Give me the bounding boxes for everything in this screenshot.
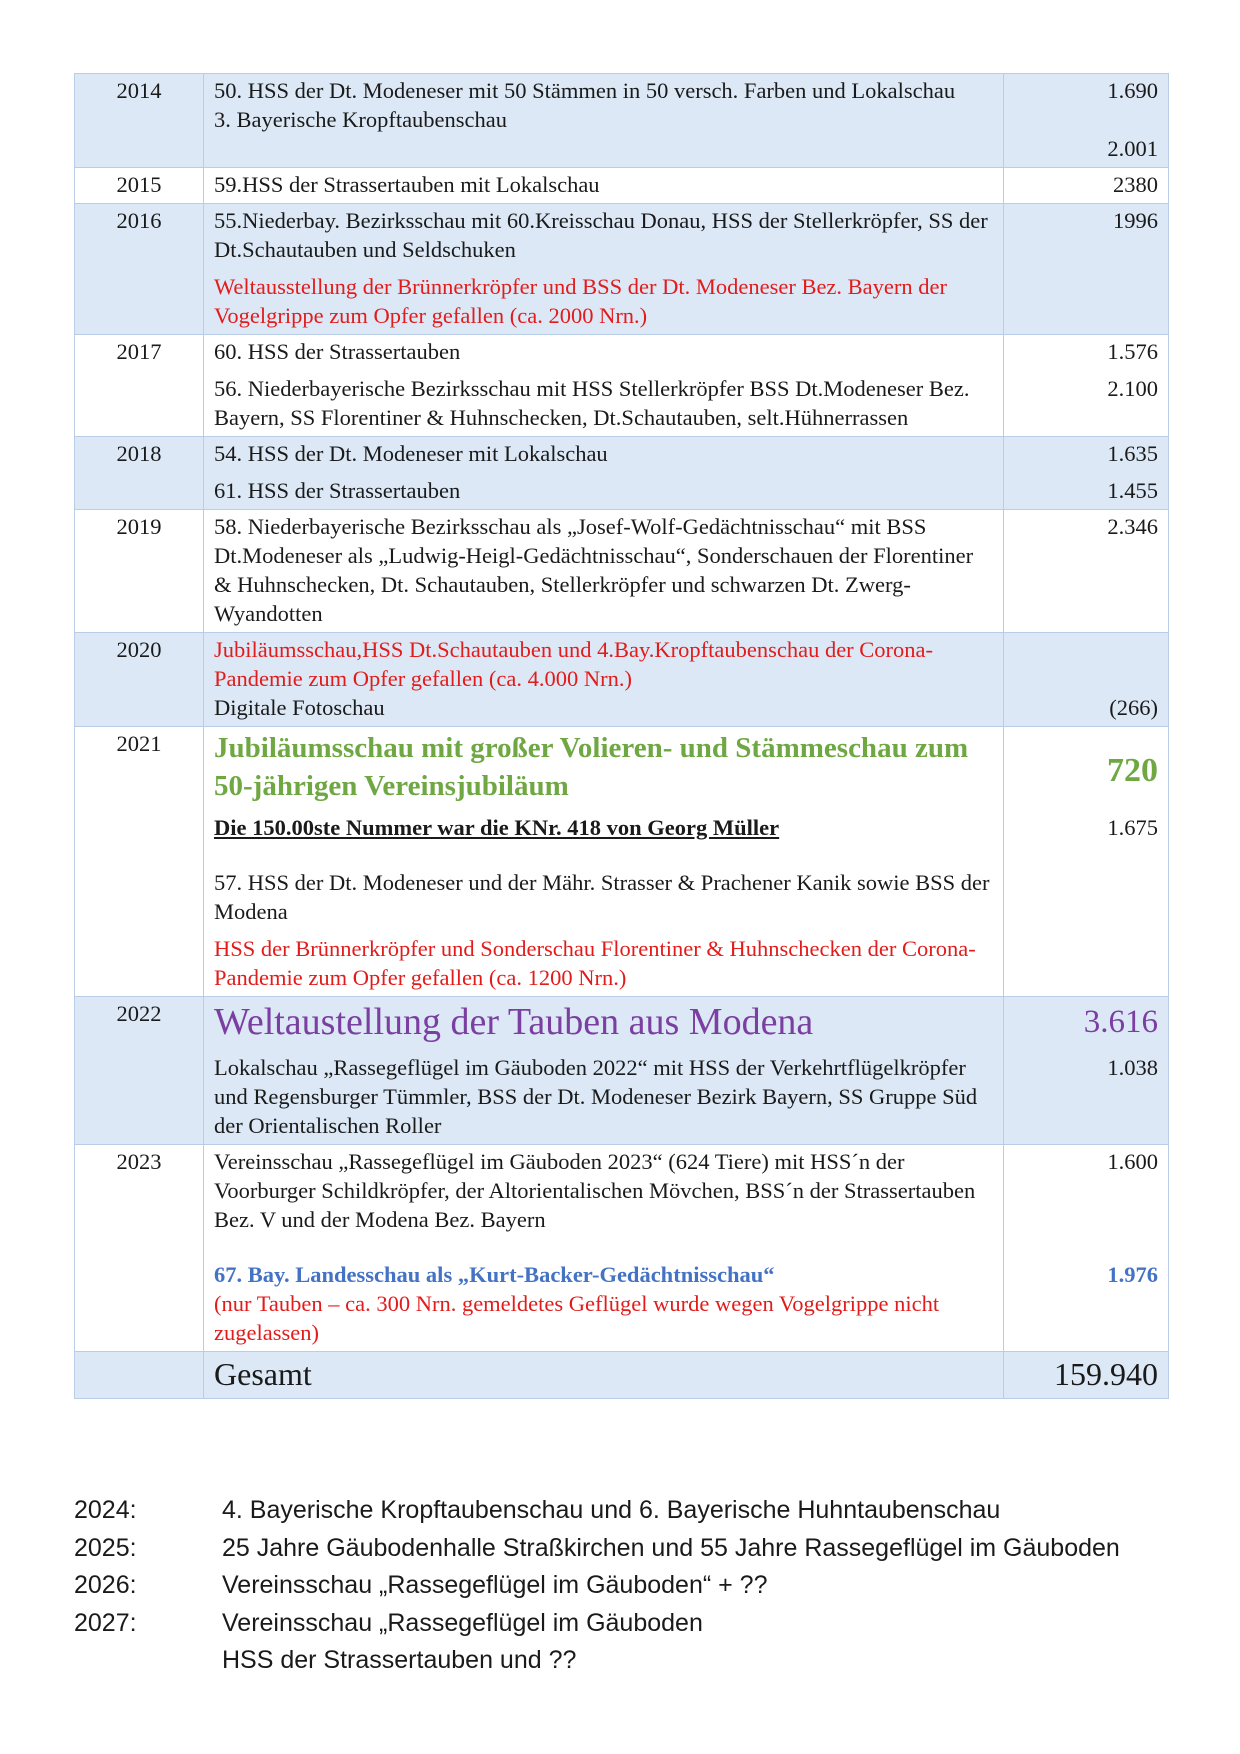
outlook-year: 2024: (74, 1496, 137, 1524)
count-cell: 720 1.675 (1004, 727, 1169, 997)
description-cell: 59.HSS der Strassertauben mit Lokalschau (204, 168, 1004, 204)
cancelled-note: HSS der Brünnerkröpfer und Sonderschau Florentiner & Huhnschecken der Corona-Pandemie zum Opfer gefallen (ca. 1200 Nrn.) (214, 936, 976, 990)
year-cell: 2021 (75, 727, 204, 997)
year-cell: 2017 (75, 335, 204, 437)
outlook-text: 4. Bayerische Kropftaubenschau und 6. Bayerische Huhntaubenschau (222, 1496, 1001, 1524)
chronicle-table (74, 73, 1169, 1399)
description-cell: 54. HSS der Dt. Modeneser mit Lokalschau 61. HSS der Strassertauben (204, 437, 1004, 510)
year-cell: 2016 (75, 204, 204, 335)
outlook-list (74, 1492, 1174, 1680)
year-cell: 2022 (75, 997, 204, 1145)
table-row (75, 168, 1169, 204)
cancelled-note: (nur Tauben – ca. 300 Nrn. gemeldetes Geflügel wurde wegen Vogelgrippe nicht zugelassen) (214, 1291, 940, 1345)
outlook-year: 2026: (74, 1571, 137, 1599)
outlook-text: Vereinsschau „Rassegeflügel im Gäuboden“ + ?? (222, 1571, 768, 1599)
count-cell: 3.616 1.038 (1004, 997, 1169, 1145)
count-cell: 2380 (1004, 168, 1169, 204)
table-row (75, 727, 1169, 997)
list-item (74, 1492, 1174, 1530)
cancelled-note: Jubiläumsschau,HSS Dt.Schautauben und 4.Bay.Kropftaubenschau der Corona-Pandemie zum Opfer gefallen (ca. 4.000 Nrn.) (214, 637, 934, 691)
description-cell: 55.Niederbay. Bezirksschau mit 60.Kreisschau Donau, HSS der Stellerkröpfer, SS der Dt.Schautauben und Seldschuken Weltausstellung der Brünnerkröpfer und BSS der Dt. Modeneser Bez. Bayern der Vogelgrippe zum Opfer gefallen (ca. 2000 Nrn.) (204, 204, 1004, 335)
year-cell: 2023 (75, 1145, 204, 1352)
total-row (75, 1352, 1169, 1399)
table-row (75, 74, 1169, 168)
world-show-heading: Weltaustellung der Tauben aus Modena (214, 1001, 814, 1043)
year-cell (75, 1352, 204, 1399)
table-row (75, 335, 1169, 437)
milestone-note: Die 150.00ste Nummer war die KNr. 418 von Georg Müller (214, 815, 780, 840)
jubilee-heading: Jubiläumsschau mit großer Volieren- und Stämmeschau zum 50-jährigen Vereinsjubiläum (214, 732, 969, 802)
outlook-text: 25 Jahre Gäubodenhalle Straßkirchen und 55 Jahre Rassegeflügel im Gäuboden (222, 1533, 1120, 1562)
list-item (74, 1642, 1174, 1680)
count-cell: 1.690 2.001 (1004, 74, 1169, 168)
count-cell: 1.600 1.976 (1004, 1145, 1169, 1352)
outlook-year (74, 1642, 222, 1680)
count-cell: 1996 (1004, 204, 1169, 335)
outlook-year: 2027: (74, 1608, 137, 1637)
list-item (74, 1530, 1174, 1568)
outlook-year: 2025: (74, 1533, 137, 1562)
table-row (75, 1145, 1169, 1352)
year-cell: 2014 (75, 74, 204, 168)
year-cell: 2018 (75, 437, 204, 510)
outlook-text: Vereinsschau „Rassegeflügel im Gäuboden (222, 1608, 703, 1637)
table-row (75, 437, 1169, 510)
cancelled-note: Weltausstellung der Brünnerkröpfer und BSS der Dt. Modeneser Bez. Bayern der Vogelgrippe zum Opfer gefallen (ca. 2000 Nrn.) (214, 274, 947, 328)
description-cell: Jubiläumsschau mit großer Volieren- und Stämmeschau zum 50-jährigen Vereinsjubiläum Die 150.00ste Nummer war die KNr. 418 von Georg Müller 57. HSS der Dt. Modeneser und der Mähr. Strasser & Prachener Kanik sowie BSS der Modena HSS der Brünnerkröpfer und Sonderschau Florentiner & Huhnschecken der Corona-Pandemie zum Opfer gefallen (ca. 1200 Nrn.) (204, 727, 1004, 997)
description-cell: 58. Niederbayerische Bezirksschau als „Josef-Wolf-Gedächtnisschau“ mit BSS Dt.Modeneser als „Ludwig-Heigl-Gedächtnisschau“, Sonderschauen der Florentiner & Huhnschecken, Dt. Schautauben, Stellerkröpfer und schwarzen Dt. Zwerg-Wyandotten (204, 510, 1004, 633)
description-cell: Vereinsschau „Rassegeflügel im Gäuboden 2023“ (624 Tiere) mit HSS´n der Voorburger Schildkröpfer, der Altorientalischen Mövchen, BSS´n der Strassertauben Bez. V und der Modena Bez. Bayern 67. Bay. Landesschau als „Kurt-Backer-Gedächtnisschau“ (nur Tauben – ca. 300 Nrn. gemeldetes Geflügel wurde wegen Vogelgrippe nicht zugelassen) (204, 1145, 1004, 1352)
state-show-heading: 67. Bay. Landesschau als „Kurt-Backer-Gedächtnisschau“ (214, 1262, 775, 1287)
count-cell: (266) (1004, 633, 1169, 727)
description-cell: 60. HSS der Strassertauben 56. Niederbayerische Bezirksschau mit HSS Stellerkröpfer BSS Dt.Modeneser Bez. Bayern, SS Florentiner & Huhnschecken, Dt.Schautauben, selt.Hühnerrassen (204, 335, 1004, 437)
description-cell: 50. HSS der Dt. Modeneser mit 50 Stämmen in 50 versch. Farben und Lokalschau 3. Bayerische Kropftaubenschau (204, 74, 1004, 168)
table-row (75, 204, 1169, 335)
table-row (75, 633, 1169, 727)
year-cell: 2020 (75, 633, 204, 727)
count-cell: 1.635 1.455 (1004, 437, 1169, 510)
year-cell: 2019 (75, 510, 204, 633)
table-row (75, 510, 1169, 633)
year-cell: 2015 (75, 168, 204, 204)
total-value: 159.940 (1004, 1352, 1169, 1399)
count-cell: 1.576 2.100 (1004, 335, 1169, 437)
description-cell: Weltaustellung der Tauben aus Modena Lokalschau „Rassegeflügel im Gäuboden 2022“ mit HSS der Verkehrtflügelkröpfer und Regensburger Tümmler, BSS der Dt. Modeneser Bezirk Bayern, SS Gruppe Süd der Orientalischen Roller (204, 997, 1004, 1145)
count-cell: 2.346 (1004, 510, 1169, 633)
list-item (74, 1567, 1174, 1605)
outlook-text: HSS der Strassertauben und ?? (222, 1646, 577, 1674)
description-cell: Jubiläumsschau,HSS Dt.Schautauben und 4.Bay.Kropftaubenschau der Corona-Pandemie zum Opfer gefallen (ca. 4.000 Nrn.) Digitale Fotoschau (204, 633, 1004, 727)
table-row (75, 997, 1169, 1145)
list-item (74, 1605, 1174, 1643)
total-label: Gesamt (204, 1352, 1004, 1399)
